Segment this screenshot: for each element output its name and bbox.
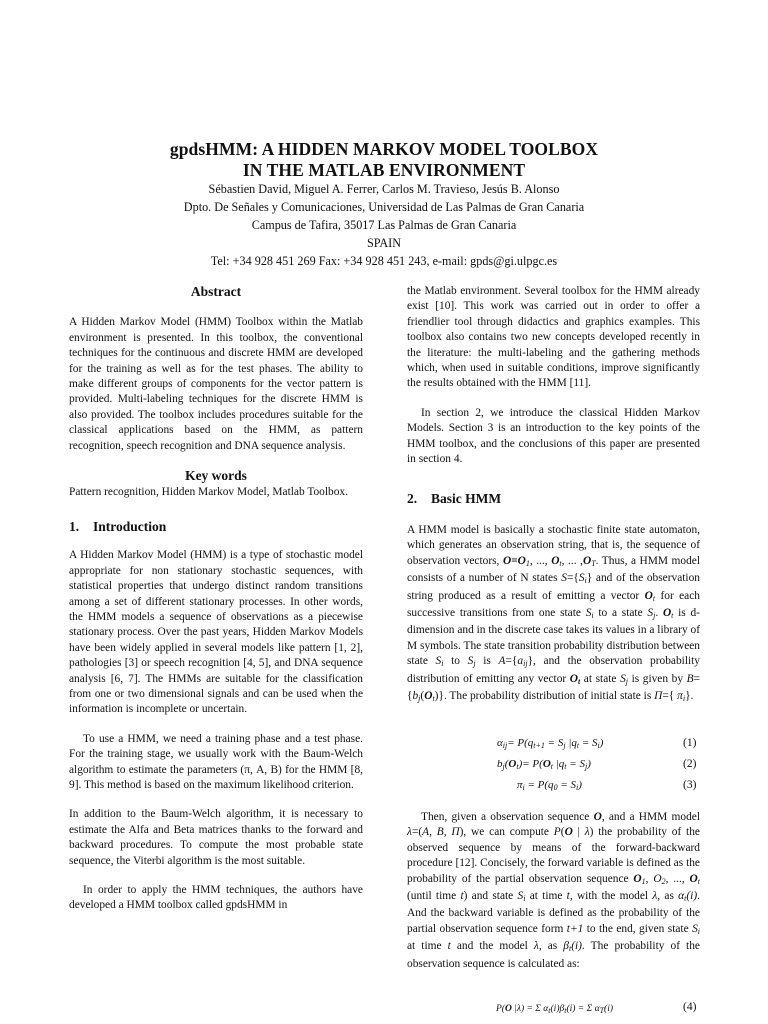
section-1-heading: [69, 519, 363, 534]
paper-title-line-2: IN THE MATLAB ENVIRONMENT: [242, 160, 526, 180]
country: SPAIN: [366, 236, 402, 250]
section-2-number: 2.: [407, 491, 418, 507]
right-column: [407, 284, 700, 706]
equation-1-number: (1): [683, 737, 697, 749]
affiliation: Dpto. De Señales y Comunicaciones, Universidad de Las Palmas de Gran Canaria: [183, 200, 585, 214]
equation-3-number: (3): [683, 779, 697, 791]
equation-2: $b_j(O_t)= P(O_t$ $|q_t = S_j$): [497, 758, 591, 771]
section-1-title: Introduction: [93, 518, 167, 534]
basic-paragraph-2: Then, given a observation sequence O, and a HMM model λ=(A, B, Π), we can compute P(O | λ) the probability of the observed sequence by means of the forward-backward procedure [12]. Concisely, the forward variable is defined as the probability of the partial observation sequence $O_1$, $O_2$, ..., $O_t$ (until time t) and state $S_i$ at time t, with the model λ, as $\alpha_t(i)$. And the backward variable is defined as the probability of the partial observation sequence form t+1 to the end, given state $S_i$ at time t and the model λ, as $\beta_t(i)$. The probability of the observation sequence is calculated as:: [407, 811, 700, 970]
intro-paragraph-3: In addition to the Baum-Welch algorithm, it is necessary to estimate the Alfa and Beta matrices thanks to the forward and backward procedures. To compute the most probable state sequence, the Viterbi algorithm is the most suitable.: [69, 808, 363, 867]
keywords-heading: Key words: [185, 468, 247, 484]
equation-3: $\pi_i = P(q_0 = S_i)$: [517, 779, 582, 792]
section-2-title: Basic HMM: [431, 491, 502, 507]
equation-1: $\alpha_{ij}= P(q_{t+1} = S_j$ $|q_t = S_i$): [497, 737, 604, 750]
basic-paragraph-1: A HMM model is basically a stochastic finite state automaton, which generates an observation string, that is, the sequence of observation vectors, $O=O_1$, ..., $O_t$, ... $,O_T$. Thus, a HMM model consists of a number of N states $S=\{S_i\}$ and of the observation string produced as a result of emitting a vector $O_t$ for each successive transitions from one state $S_i$ to a state $S_j$. $O_t$ is d-dimension and in the discrete case takes its values in a library of M symbols. The state transition probability distribution between state $S_i$ to $S_j$ is $A=\{a_{ij}\}$, and the observation probability distribution of emitting any vector $O_t$ at state $S_j$ is given by $B=\{b_j(O_t)\}$. The probability distribution of initial state is Π={ $\pi_i$}.: [407, 523, 701, 703]
section-1-number: 1.: [69, 518, 80, 534]
paper-title-line-1: gpdsHMM: A HIDDEN MARKOV MODEL TOOLBOX: [169, 139, 599, 159]
equation-4-number: (4): [683, 1001, 697, 1013]
contact-line: Tel: +34 928 451 269 Fax: +34 928 451 243, e-mail: gpds@gi.ulpgc.es: [210, 254, 558, 268]
intro-paragraph-1: A Hidden Markov Model (HMM) is a type of stochastic model appropriate for non stationary stochastic sequences, with statistical properties that undergo distinct random transitions among a set of different stationary processes. In other words, the HMM models a sequence of observations as a piecewise stationary process. Over the past years, Hidden Markov Models have been widely applied in several models like pattern [1, 2], pathologies [3] or speech recognition [4, 5], and DNA sequence analysis [6, 7]. The HMMs are suitable for the classification from one or two dimensional signals and can be used when the information is incomplete or uncertain.: [69, 549, 363, 716]
intro-paragraph-2: To use a HMM, we need a training phase and a test phase. For the training stage, we usually work with the Baum-Welch algorithm to estimate the parameters (π, A, B) for the HMM [8, 9]. This method is based on the maximum likelihood criterion.: [69, 732, 363, 791]
address: Campus de Tafira, 35017 Las Palmas de Gran Canaria: [251, 218, 517, 232]
abstract-heading: Abstract: [190, 284, 242, 299]
intro-paragraph-4: In order to apply the HMM techniques, the authors have developed a HMM toolbox called gpdsHMM in: [69, 884, 363, 912]
abstract-text: A Hidden Markov Model (HMM) Toolbox within the Matlab environment is presented. In this toolbox, the conventional techniques for the continuous and discrete HMM are developed for the training as well as for the test phases. The ability to make different groups of components for the vector pattern is provided. Multi-labeling techniques for the discrete HMM is also provided. The toolbox includes procedures suitable for the classical applications based on the HMM, as pattern recognition, speech recognition and DNA sequence analysis.: [69, 316, 363, 452]
section-2-heading: [407, 491, 700, 506]
equation-2-number: (2): [683, 758, 697, 770]
basic-paragraph-2-block: [407, 810, 700, 972]
authors: Sébastien David, Miguel A. Ferrer, Carlos M. Travieso, Jesús B. Alonso: [208, 182, 560, 196]
intro-paragraph-5: the Matlab environment. Several toolbox for the HMM already exist [10]. This work was carried out in order to offer a friendlier tool through didactics and graphics examples. This toolbox also contains two new concepts developed recently in the literature: the multi-labeling and the gathering methods which, when used in suitable conditions, improve significantly the results obtained with the HMM [11].: [407, 285, 700, 390]
intro-paragraph-6: In section 2, we introduce the classical Hidden Markov Models. Section 3 is an introduction to the key points of the HMM toolbox, and the conclusions of this paper are presented in section 4.: [407, 406, 700, 466]
keywords-text: Pattern recognition, Hidden Markov Model, Matlab Toolbox.: [69, 486, 348, 499]
equation-4: P(O |λ) = Σ $\alpha_t(i)\beta_t(i) = \Sigma$ $\alpha_T(i)$: [496, 1004, 614, 1015]
left-column: [69, 284, 363, 914]
